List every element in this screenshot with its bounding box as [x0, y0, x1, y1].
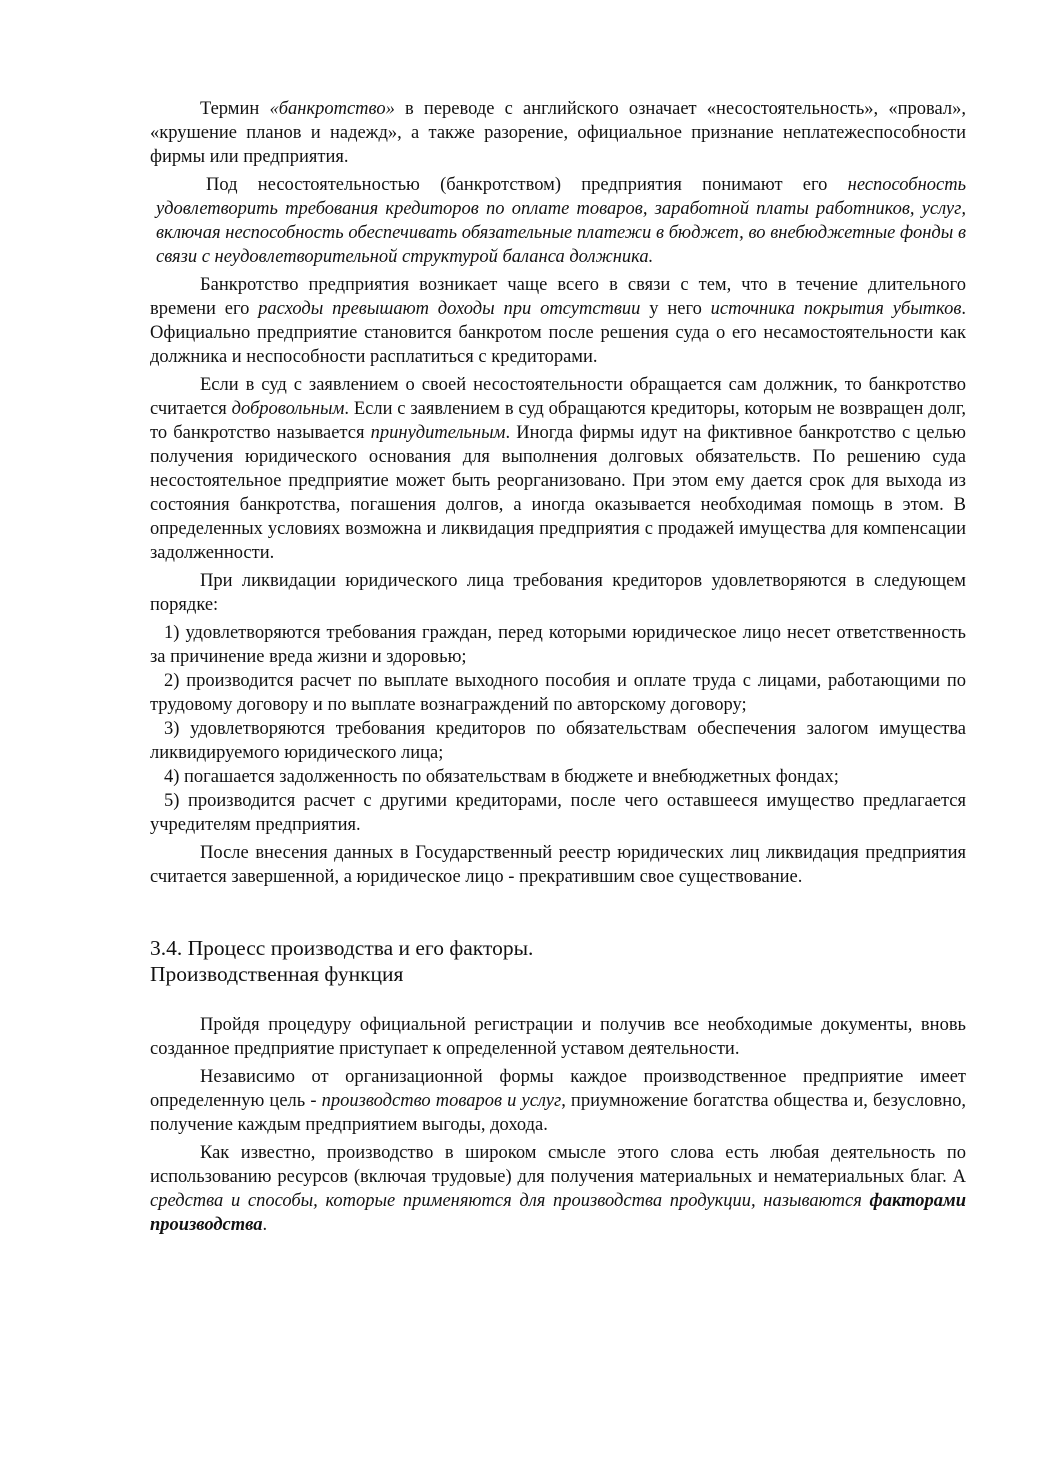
paragraph-bankruptcy-types: Если в суд с заявлением о своей несостоятельности обращается сам должник, то банкротство считается добровольным. Если с заявлением в суд обращаются кредиторы, которым не возвращен долг, то банкротство называется принудительным. Иногда фирмы идут на фиктивное банкротство с целью получения юридического основания для выполнения долговых обязательств. По решению суда несостоятельное предприятие может быть реорганизовано. При этом ему дается срок для выхода из состояния банкротства, погашения долгов, а иногда оказывается необходимая помощь в этом. В определенных условиях возможна и ликвидация предприятия с продажей имущества для компенсации задолженности.	[150, 375, 967, 563]
paragraph-goal: Независимо от организационной формы каждое производственное предприятие имеет определенную цель - производство товаров и услуг, приумножение богатства общества и, безусловно, получение каждым предприятием выгоды, дохода.	[150, 1067, 967, 1135]
creditor-priority-list	[150, 621, 966, 837]
list-item: 2) производится расчет по выплате выходного пособия и оплате труда с лицами, работающими по трудовому договору и по выплате вознаграждений по авторскому договору;	[150, 671, 966, 715]
paragraph-registry: После внесения данных в Государственный реестр юридических лиц ликвидация предприятия считается завершенной, а юридическое лицо - прекратившим свое существование.	[150, 843, 966, 887]
list-item: 4) погашается задолженность по обязательствам в бюджете и внебюджетных фондах;	[164, 767, 839, 787]
document-page	[150, 97, 966, 1237]
paragraph-bankruptcy-causes: Банкротство предприятия возникает чаще всего в связи с тем, что в течение длительного времени его расходы превышают доходы при отсутствии у него источника покрытия убытков. Официально предприятие становится банкротом после решения суда о его несамостоятельности как должника и неспособности расплатиться с кредиторами.	[150, 275, 966, 367]
section-title-line1: 3.4. Процесс производства и его факторы.	[150, 936, 534, 960]
list-item: 5) производится расчет с другими кредиторами, после чего оставшееся имущество предлагается учредителям предприятия.	[150, 791, 966, 835]
paragraph-registration: Пройдя процедуру официальной регистрации и получив все необходимые документы, вновь созданное предприятие приступает к определенной уставом деятельности.	[150, 1015, 966, 1059]
term-production-factors: факторами производства	[150, 1191, 966, 1235]
section-title-line2: Производственная функция	[150, 962, 404, 986]
list-item: 1) удовлетворяются требования граждан, перед которыми юридическое лицо несет ответственность за причинение вреда жизни и здоровью;	[150, 623, 966, 667]
term-bankruptcy: «банкротство»	[269, 99, 395, 119]
paragraph-production-factors: Как известно, производство в широком смысле этого слова есть любая деятельность по использованию ресурсов (включая трудовые) для получения материальных и нематериальных благ. А средства и способы, которые применяются для производства продукции, называются факторами производства.	[150, 1143, 966, 1235]
list-item: 3) удовлетворяются требования кредиторов по обязательствам обеспечения залогом имущества ликвидируемого юридического лица;	[150, 719, 966, 763]
paragraph-liquidation-order: При ликвидации юридического лица требования кредиторов удовлетворяются в следующем порядке:	[150, 571, 966, 615]
paragraph-bankruptcy-term: Термин «банкротство» в переводе с английского означает «несостоятельность», «провал», «крушение планов и надежд», а также разорение, официальное признание неплатежеспособности фирмы или предприятия.	[150, 99, 966, 167]
paragraph-insolvency-definition: Под несостоятельностью (банкротством) предприятия понимают его неспособность удовлетворить требования кредиторов по оплате товаров, заработной платы работников, услуг, включая неспособность обеспечивать обязательные платежи в бюджет, во внебюджетные фонды в связи с неудовлетворительной структурой баланса должника.	[156, 175, 966, 267]
section-heading	[150, 935, 966, 987]
